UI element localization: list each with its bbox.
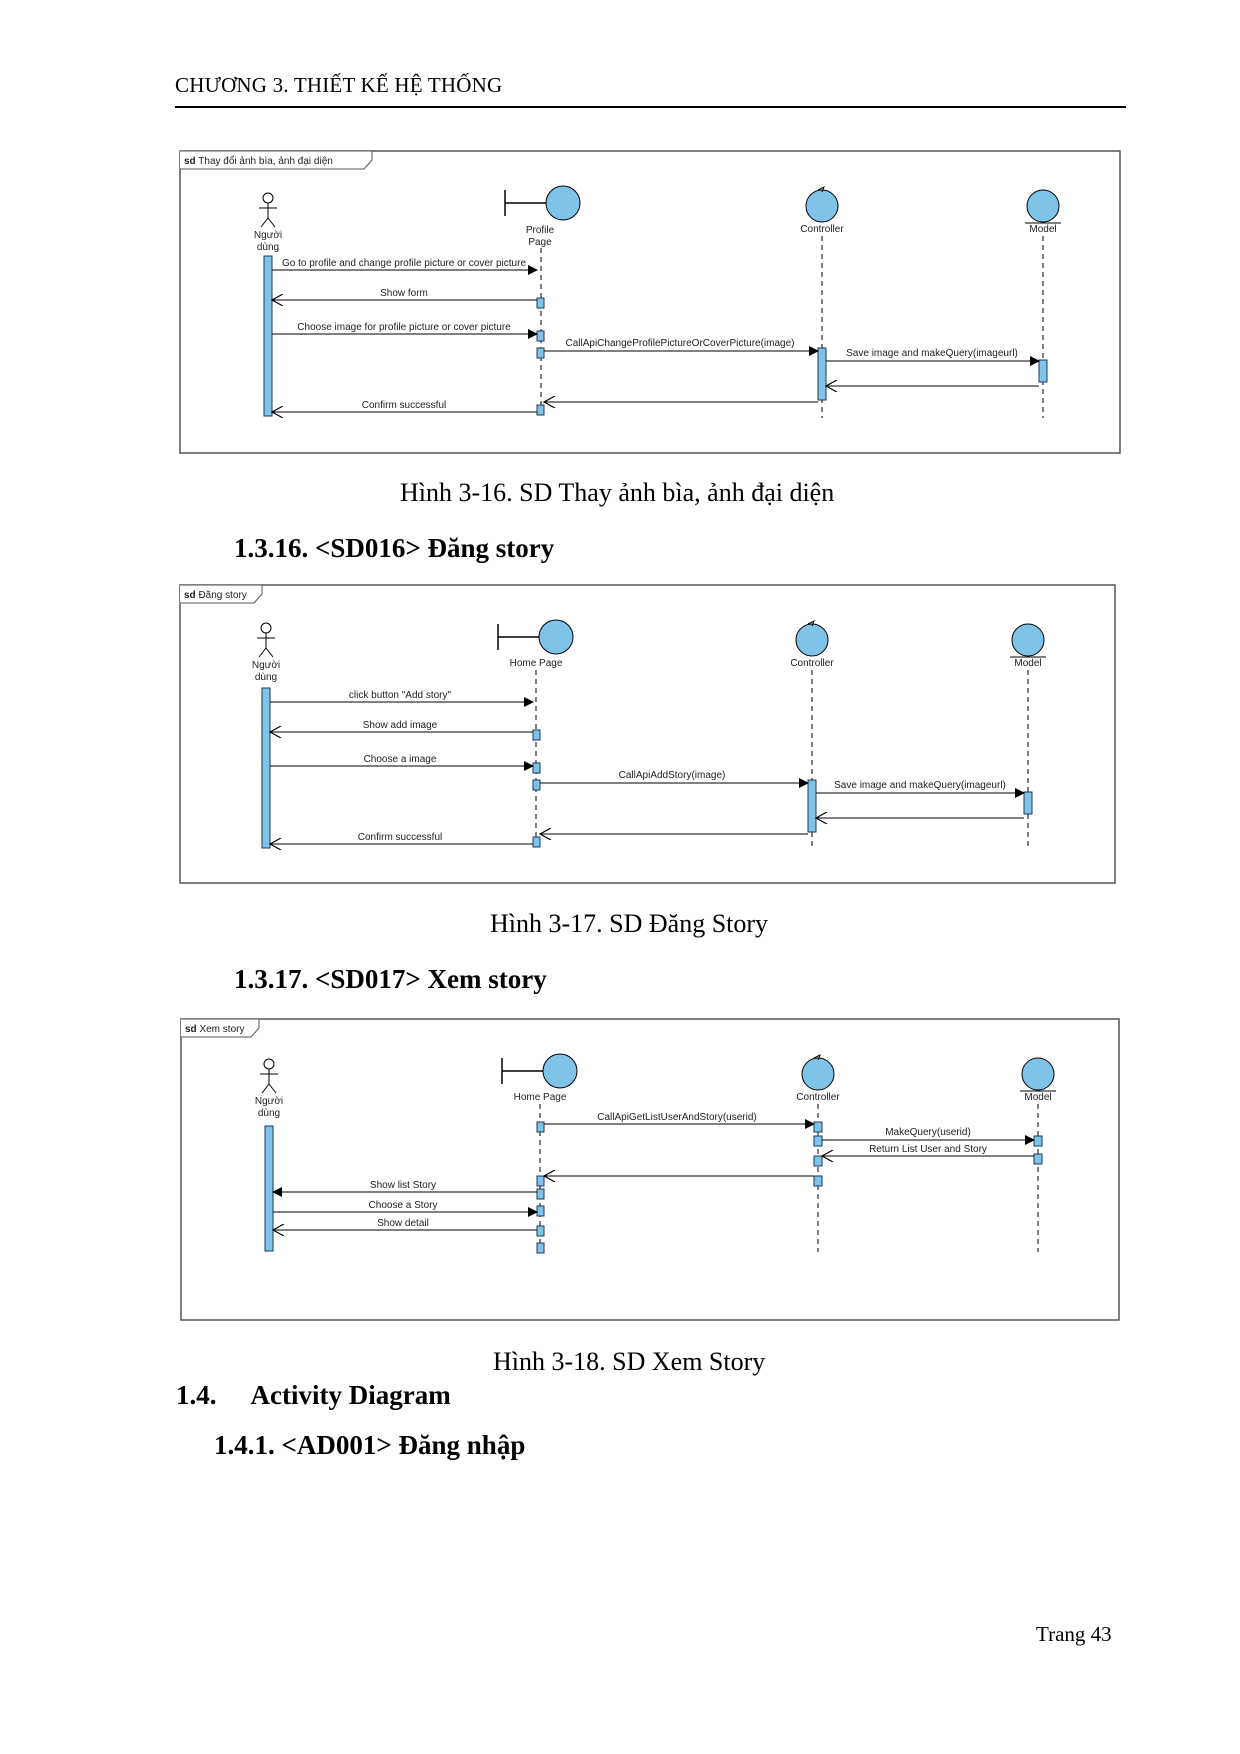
message-4-label: Show list Story bbox=[369, 1180, 437, 1191]
diagram-frame-label: sd Đăng story bbox=[184, 590, 247, 601]
svg-text:Người: Người bbox=[254, 1096, 284, 1107]
message-5-label: Save image and makeQuery(imageurl) bbox=[846, 348, 1018, 359]
message-1-label: click button "Add story" bbox=[348, 690, 452, 701]
message-4-label: CallApiAddStory(image) bbox=[618, 770, 726, 781]
diagram-frame-label: sd Thay đổi ảnh bìa, ảnh đại diện bbox=[184, 156, 333, 167]
svg-text:dùng: dùng bbox=[254, 672, 278, 683]
message-6-label: Show detail bbox=[377, 1218, 429, 1229]
svg-text:Controller: Controller bbox=[796, 1092, 840, 1103]
svg-text:Home Page: Home Page bbox=[509, 658, 563, 669]
message-6-label: Confirm successful bbox=[357, 832, 443, 843]
svg-text:Model: Model bbox=[1029, 224, 1057, 235]
diagram-frame-label: sd Xem story bbox=[185, 1024, 245, 1035]
page-header: CHƯƠNG 3. THIẾT KẾ HỆ THỐNG bbox=[175, 73, 503, 97]
message-1-label: CallApiGetListUserAndStory(userid) bbox=[597, 1112, 757, 1123]
svg-text:Model: Model bbox=[1024, 1092, 1052, 1103]
message-2-label: MakeQuery(userid) bbox=[885, 1127, 971, 1138]
page-number: Trang 43 bbox=[1036, 1622, 1112, 1646]
diagram-frame bbox=[180, 585, 1115, 883]
header-divider bbox=[175, 106, 1126, 108]
section-heading-activity: 1.4. Activity Diagram bbox=[176, 1380, 451, 1410]
message-3-label: Choose image for profile picture or cover picture bbox=[297, 322, 511, 333]
message-2-label: Show add image bbox=[362, 720, 438, 731]
actor-activation bbox=[264, 256, 272, 416]
message-4-label: CallApiChangeProfilePictureOrCoverPicture(image) bbox=[565, 338, 795, 349]
svg-text:dùng: dùng bbox=[256, 242, 280, 253]
sequence-diagram-add-story bbox=[0, 582, 1240, 892]
model-lifeline bbox=[1020, 1058, 1056, 1103]
svg-text:Controller: Controller bbox=[800, 224, 844, 235]
sequence-diagram-view-story bbox=[0, 1016, 1240, 1326]
message-2-label: Show form bbox=[380, 288, 428, 299]
svg-text:Controller: Controller bbox=[790, 658, 834, 669]
message-5-label: Choose a Story bbox=[368, 1200, 438, 1211]
message-5-label: Save image and makeQuery(imageurl) bbox=[834, 780, 1006, 791]
svg-text:Người: Người bbox=[253, 230, 283, 241]
diagram-frame bbox=[180, 151, 1120, 453]
section-heading-sd017: 1.3.17. <SD017> Xem story bbox=[234, 964, 547, 994]
diagram-frame bbox=[181, 1019, 1119, 1320]
section-heading-ad001: 1.4.1. <AD001> Đăng nhập bbox=[214, 1430, 526, 1460]
sequence-diagram-change-picture bbox=[0, 148, 1240, 458]
message-6-label: Confirm successful bbox=[361, 400, 447, 411]
message-3-label: Choose a image bbox=[363, 754, 437, 765]
figure-caption-3-17: Hình 3-17. SD Đăng Story bbox=[490, 909, 769, 938]
svg-text:Người: Người bbox=[251, 660, 281, 671]
message-3-label: Return List User and Story bbox=[869, 1144, 987, 1155]
figure-caption-3-18: Hình 3-18. SD Xem Story bbox=[493, 1347, 766, 1376]
model-lifeline bbox=[1025, 190, 1061, 235]
svg-text:dùng: dùng bbox=[257, 1108, 281, 1119]
svg-text:Profile: Profile bbox=[525, 225, 555, 236]
section-heading-sd016: 1.3.16. <SD016> Đăng story bbox=[234, 533, 555, 563]
svg-text:Page: Page bbox=[528, 237, 552, 248]
svg-text:Home Page: Home Page bbox=[513, 1092, 567, 1103]
figure-caption-3-16: Hình 3-16. SD Thay ảnh bìa, ảnh đại diện bbox=[400, 478, 835, 507]
message-1-label: Go to profile and change profile picture or cover picture bbox=[281, 258, 527, 269]
model-lifeline bbox=[1010, 624, 1046, 669]
svg-text:Model: Model bbox=[1014, 658, 1042, 669]
